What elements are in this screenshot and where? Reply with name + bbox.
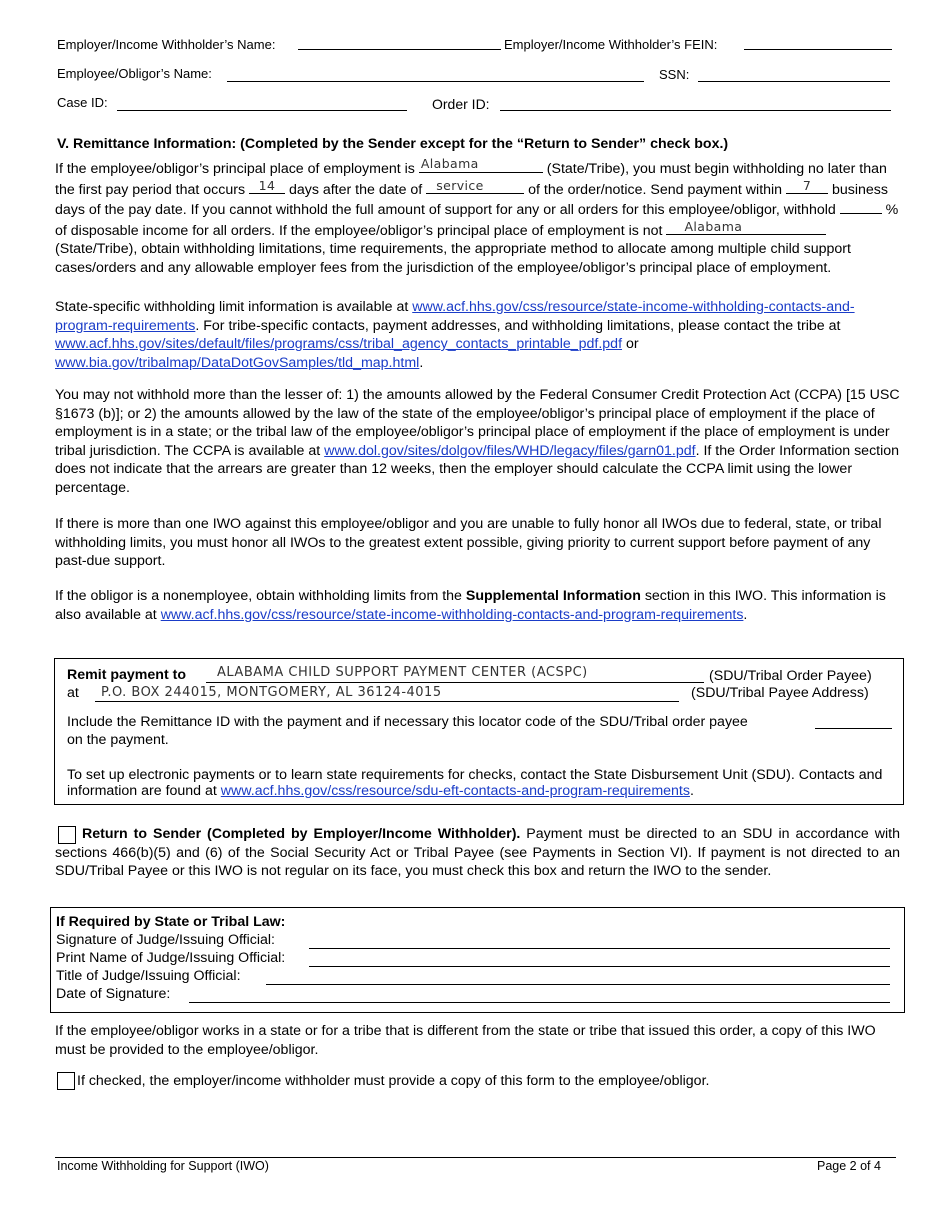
para2-text-1: State-specific withholding limit information is available at [55,299,413,315]
para1-text-4: of the order/notice. Send payment within [524,181,787,198]
para3-text-1: You may not withhold more than the lesser of: 1) the amounts allowed by the Federal Consumer Credit Protection Act (CCPA) [15 USC §1673 (b)]; or 2) the amounts allowed by the law of the state of the employee/obligor’s principal place of employment if the place of employment is in a state; or the tribal law of the employee/obligor’s principal place of employment if the place of employment is under tribal jurisdiction. The CCPA is available at [55,387,900,459]
date-of-field[interactable] [426,179,524,194]
business-days-value: 7 [802,177,812,193]
state-specific-paragraph [55,298,900,372]
payee-value: ALABAMA CHILD SUPPORT PAYMENT CENTER (ACSPC) [217,665,588,680]
sdu-eft-link[interactable]: www.acf.hhs.gov/css/resource/sdu-eft-contacts-and-program-requirements [220,783,690,799]
para3-text-2: . If the Order Information section does not indicate that the arrears are greater than 12 weeks, then the employer should calculate the CCPA limit using the lower percentage. [55,442,900,496]
electronic-end: . [689,783,694,799]
para1-text-1: If the employee/obligor’s principal place of employment is [55,161,419,177]
date-of-value: service [436,177,484,193]
address-suffix: (SDU/Tribal Payee Address) [691,685,869,701]
different-state-paragraph: If the employee/obligor works in a state or for a tribe that is different from the state or tribe that issued this order, a copy of this IWO must be provided to the employee/obligor. [55,1023,876,1058]
multiple-iwo-paragraph: If there is more than one IWO against this employee/obligor and you are unable to fully honor all IWOs due to federal, state, or tribal withholding limits, you must honor all IWOs to the greatest extent possible, giving priority to current support before payment of any past-due support. [55,516,882,569]
para2-text-2: . For tribe-specific contacts, payment addresses, and withholding limitations, please contact the tribe at [195,317,841,334]
case-id-label: Case ID: [57,95,108,110]
para2-text-3: or [622,336,639,352]
state-value-1: Alabama [420,156,479,171]
employee-name-label: Employee/Obligor’s Name: [57,66,212,81]
para1-text-6: % of disposable income for all orders. If the employee/obligor’s principal place of employment is not [55,202,899,239]
judge-title-field[interactable] [266,969,890,985]
state-field-2[interactable] [666,220,826,235]
state-value-2: Alabama [684,218,743,234]
ssn-field[interactable] [698,67,890,82]
return-to-sender-paragraph [55,825,900,881]
return-to-sender-text: Payment must be directed to an SDU in accordance with sections 466(b)(5) and (6) of the Social Security Act or Tribal Payee (see Payments in Section VI). If payment is not directed to an SDU/Tribal Payee or this IWO is not regular on its face, you must check this box and return the IWO to the sender. [55,826,901,879]
address-value: P.O. BOX 244015, MONTGOMERY, AL 36124-4015 [101,685,442,700]
judge-title-label: Title of Judge/Issuing Official: [56,968,241,984]
tribal-contacts-link[interactable]: www.acf.hhs.gov/sites/default/files/programs/css/tribal_agency_contacts_printable_pdf.pdf [55,336,623,352]
section-title: V. Remittance Information: (Completed by the Sender except for the “Return to Sender” check box.) [57,136,729,152]
employer-name-field[interactable] [298,35,501,50]
nonemployee-link[interactable]: www.acf.hhs.gov/css/resource/state-income-withholding-contacts-and-program-requirements [160,606,744,623]
para5-text-1: If the obligor is a nonemployee, obtain withholding limits from the [55,588,466,604]
percent-field[interactable] [840,199,882,214]
supplemental-information-text: Supplemental Information [465,588,641,604]
state-field-1[interactable] [419,158,543,173]
employer-fein-label: Employer/Income Withholder’s FEIN: [504,37,718,52]
ssn-label: SSN: [659,67,690,82]
return-to-sender-title: Return to Sender (Completed by Employer/Income Withholder). [82,826,521,842]
remit-payment-label: Remit payment to [67,667,187,683]
footer-page-number: Page 2 of 4 [817,1159,881,1173]
print-name-field[interactable] [309,951,890,967]
electronic-text: To set up electronic payments or to learn state requirements for checks, contact the State Disbursement Unit (SDU). Contacts and information are found at [67,767,883,799]
para1-text-3: days after the date of [285,181,427,198]
para1-text-2: (State/Tribe), you must begin withholding no later than the first pay period that occurs [55,161,887,198]
judge-signature-box [50,907,905,1013]
judge-box-title: If Required by State or Tribal Law: [56,914,286,930]
signature-label: Signature of Judge/Issuing Official: [56,932,275,948]
employee-name-field[interactable] [227,67,644,82]
para5-text-3: . [743,606,748,623]
nonemployee-paragraph [55,587,900,624]
provide-copy-label: If checked, the employer/income withholder must provide a copy of this form to the employee/obligor. [77,1073,710,1089]
footer-rule [55,1157,896,1158]
para1-text-7: (State/Tribe), obtain withholding limitations, time requirements, the appropriate method to allocate among multiple child support cases/orders and any allowable employer fees from the jurisdiction of the employee/obligor’s principal place of employment. [55,241,851,276]
employer-name-label: Employer/Income Withholder’s Name: [57,37,276,52]
locator-code-field[interactable] [815,714,892,729]
footer-form-name: Income Withholding for Support (IWO) [57,1159,269,1173]
electronic-payments-text [67,767,897,799]
days-field[interactable] [249,179,285,194]
tribal-map-link[interactable]: www.bia.gov/tribalmap/DataDotGovSamples/tld_map.html [55,354,420,371]
para1-text-5: business days of the pay date. If you cannot withhold the full amount of support for any or all orders for this employee/obligor, withhold [55,181,888,218]
provide-copy-checkbox[interactable] [57,1072,75,1090]
order-id-field[interactable] [500,96,891,111]
para2-text-4: . [419,354,424,371]
employer-fein-field[interactable] [744,35,892,50]
ccpa-link[interactable]: www.dol.gov/sites/dolgov/files/WHD/legacy/files/garn01.pdf [324,442,696,459]
payee-suffix: (SDU/Tribal Order Payee) [709,668,872,684]
date-of-signature-label: Date of Signature: [56,986,171,1002]
case-id-field[interactable] [117,96,407,111]
date-of-signature-field[interactable] [189,987,890,1003]
include-remittance-text-2: on the payment. [67,732,169,748]
ccpa-paragraph [55,386,900,497]
include-remittance-text: Include the Remittance ID with the payment and if necessary this locator code of the SDU/Tribal order payee [67,714,748,730]
withholding-paragraph [55,158,900,277]
para5-text-2: section in this IWO. This information is also available at [55,588,886,623]
print-name-label: Print Name of Judge/Issuing Official: [56,950,286,966]
at-label: at [67,685,79,701]
days-value: 14 [258,177,276,193]
signature-field[interactable] [309,933,890,949]
state-withholding-link[interactable]: www.acf.hhs.gov/css/resource/state-income-withholding-contacts-and-program-requirements [55,299,855,334]
remittance-box [54,658,904,805]
order-id-label: Order ID: [432,96,490,112]
business-days-field[interactable] [786,179,828,194]
